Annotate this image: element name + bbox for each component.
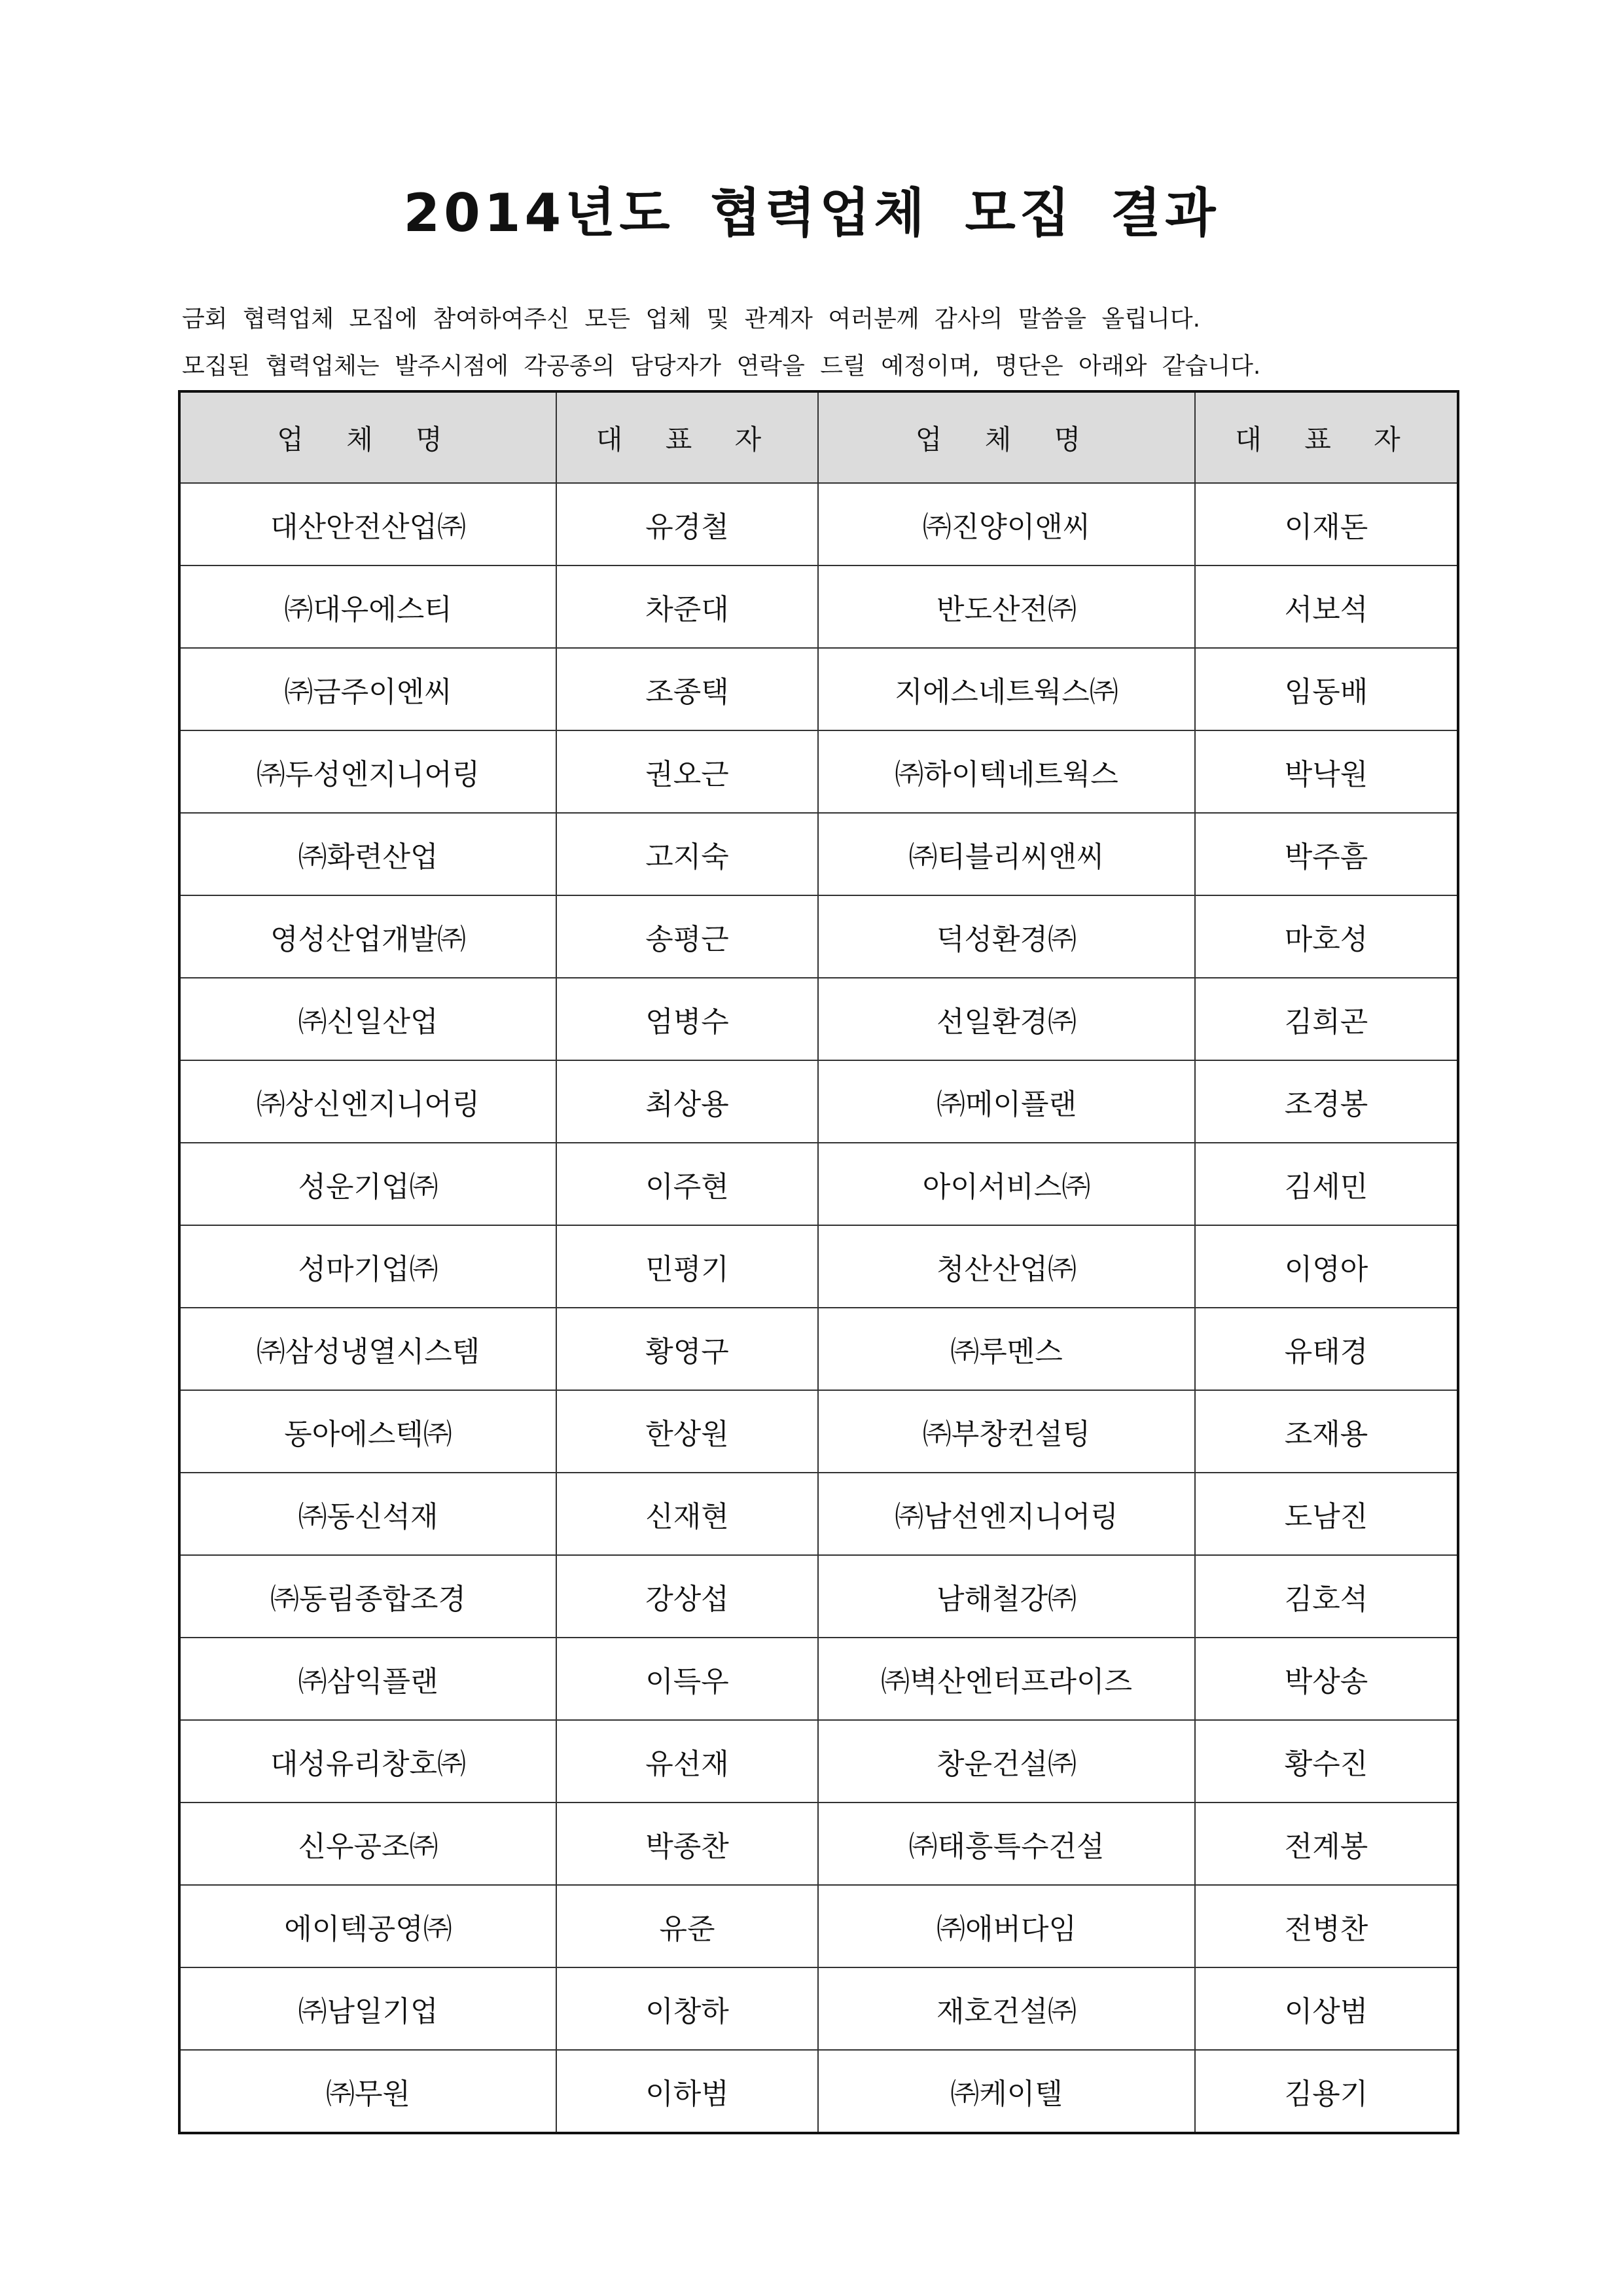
representative-cell: 박종찬 [556,1803,818,1885]
table-row [179,1225,1458,1308]
company-name-cell: 재호건설㈜ [818,1967,1195,2050]
company-name-cell: ㈜금주이엔씨 [179,648,556,730]
company-name-cell: ㈜남일기업 [179,1967,556,2050]
table-row [179,813,1458,895]
partner-company-table [178,390,1459,2134]
table-row [179,1720,1458,1803]
table-row [179,1390,1458,1473]
table-row [179,1638,1458,1720]
company-name-cell: 지에스네트웍스㈜ [818,648,1195,730]
representative-cell: 고지숙 [556,813,818,895]
representative-cell: 서보석 [1195,565,1458,648]
company-name-cell: ㈜대우에스티 [179,565,556,648]
table-row [179,895,1458,978]
representative-cell: 조경봉 [1195,1060,1458,1143]
representative-cell: 전병찬 [1195,1885,1458,1967]
representative-cell: 황수진 [1195,1720,1458,1803]
company-name-cell: ㈜메이플랜 [818,1060,1195,1143]
intro-line-2: 모집된 협력업체는 발주시점에 각공종의 담당자가 연락을 드릴 예정이며, 명단은 아래와 같습니다. [182,353,1261,380]
representative-cell: 이재돈 [1195,483,1458,565]
company-name-cell: ㈜화련산업 [179,813,556,895]
header-company-name-right: 업 체 명 [818,391,1195,483]
intro-paragraph [182,296,1465,390]
company-name-cell: 신우공조㈜ [179,1803,556,1885]
table-row [179,565,1458,648]
representative-cell: 김용기 [1195,2050,1458,2133]
header-company-name-left: 업 체 명 [179,391,556,483]
representative-cell: 신재현 [556,1473,818,1555]
company-name-cell: ㈜상신엔지니어링 [179,1060,556,1143]
company-name-cell: 성마기업㈜ [179,1225,556,1308]
representative-cell: 엄병수 [556,978,818,1060]
representative-cell: 박주흠 [1195,813,1458,895]
document-title: 2014년도 협력업체 모집 결과 [403,182,1220,243]
representative-cell: 이하범 [556,2050,818,2133]
representative-cell: 차준대 [556,565,818,648]
representative-cell: 김호석 [1195,1555,1458,1638]
company-name-cell: ㈜하이텍네트웍스 [818,730,1195,813]
representative-cell: 이상범 [1195,1967,1458,2050]
company-name-cell: ㈜삼익플랜 [179,1638,556,1720]
representative-cell: 이창하 [556,1967,818,2050]
table-row [179,1967,1458,2050]
company-name-cell: ㈜루멘스 [818,1308,1195,1390]
company-name-cell: 대산안전산업㈜ [179,483,556,565]
representative-cell: 조종택 [556,648,818,730]
representative-cell: 송평근 [556,895,818,978]
table-row [179,1885,1458,1967]
company-name-cell: 반도산전㈜ [818,565,1195,648]
company-name-cell: 청산산업㈜ [818,1225,1195,1308]
table-row [179,2050,1458,2133]
table-row [179,1060,1458,1143]
representative-cell: 유경철 [556,483,818,565]
representative-cell: 김세민 [1195,1143,1458,1225]
company-name-cell: 성운기업㈜ [179,1143,556,1225]
company-name-cell: 대성유리창호㈜ [179,1720,556,1803]
company-name-cell: 선일환경㈜ [818,978,1195,1060]
table-row [179,1555,1458,1638]
table-body [179,483,1458,2133]
table-header-row [179,391,1458,483]
table-row [179,1473,1458,1555]
representative-cell: 조재용 [1195,1390,1458,1473]
company-name-cell: ㈜두성엔지니어링 [179,730,556,813]
representative-cell: 박상송 [1195,1638,1458,1720]
header-representative-left: 대 표 자 [556,391,818,483]
company-name-cell: ㈜벽산엔터프라이즈 [818,1638,1195,1720]
table-row [179,1143,1458,1225]
company-name-cell: ㈜삼성냉열시스템 [179,1308,556,1390]
company-name-cell: 남해철강㈜ [818,1555,1195,1638]
table-row [179,978,1458,1060]
representative-cell: 황영구 [556,1308,818,1390]
company-name-cell: ㈜신일산업 [179,978,556,1060]
company-name-cell: ㈜남선엔지니어링 [818,1473,1195,1555]
company-name-cell: 덕성환경㈜ [818,895,1195,978]
company-name-cell: 에이텍공영㈜ [179,1885,556,1967]
representative-cell: 강상섭 [556,1555,818,1638]
company-name-cell: ㈜동림종합조경 [179,1555,556,1638]
representative-cell: 유선재 [556,1720,818,1803]
representative-cell: 김희곤 [1195,978,1458,1060]
header-representative-right: 대 표 자 [1195,391,1458,483]
company-name-cell: 동아에스텍㈜ [179,1390,556,1473]
intro-line-1: 금회 협력업체 모집에 참여하여주신 모든 업체 및 관계자 여러분께 감사의 말씀을 올립니다. [182,306,1201,332]
representative-cell: 이영아 [1195,1225,1458,1308]
company-name-cell: ㈜동신석재 [179,1473,556,1555]
company-name-cell: 영성산업개발㈜ [179,895,556,978]
representative-cell: 권오근 [556,730,818,813]
representative-cell: 유태경 [1195,1308,1458,1390]
representative-cell: 이득우 [556,1638,818,1720]
representative-cell: 임동배 [1195,648,1458,730]
company-name-cell: ㈜부창컨설팅 [818,1390,1195,1473]
representative-cell: 최상용 [556,1060,818,1143]
company-name-cell: ㈜티블리씨앤씨 [818,813,1195,895]
representative-cell: 전계봉 [1195,1803,1458,1885]
company-name-cell: ㈜무원 [179,2050,556,2133]
table-row [179,1308,1458,1390]
company-name-cell: ㈜케이텔 [818,2050,1195,2133]
company-name-cell: ㈜애버다임 [818,1885,1195,1967]
table-row [179,648,1458,730]
company-name-cell: ㈜진양이앤씨 [818,483,1195,565]
representative-cell: 민평기 [556,1225,818,1308]
company-name-cell: 창운건설㈜ [818,1720,1195,1803]
representative-cell: 마호성 [1195,895,1458,978]
table-row [179,1803,1458,1885]
company-name-cell: ㈜태흥특수건설 [818,1803,1195,1885]
table-row [179,730,1458,813]
representative-cell: 도남진 [1195,1473,1458,1555]
company-name-cell: 아이서비스㈜ [818,1143,1195,1225]
representative-cell: 한상원 [556,1390,818,1473]
representative-cell: 이주현 [556,1143,818,1225]
representative-cell: 박낙원 [1195,730,1458,813]
table-row [179,483,1458,565]
representative-cell: 유준 [556,1885,818,1967]
